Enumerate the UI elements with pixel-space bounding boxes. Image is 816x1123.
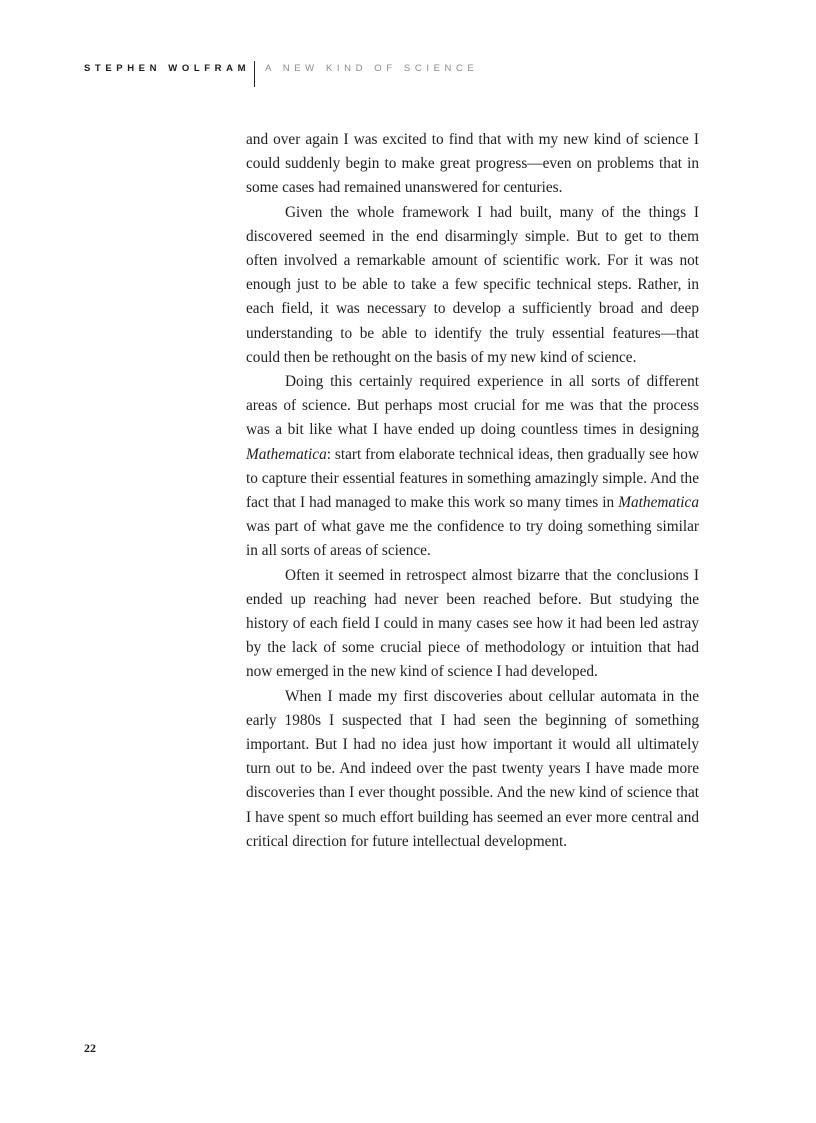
paragraph-4: Often it seemed in retrospect almost bizarre that the conclusions I ended up reaching had never been reached before. But studying the history of each field I could in many cases see how it had been led astray by the lack of some crucial piece of methodology or intuition that had now emerged in the new kind of science I had developed. [246,566,699,681]
paragraph-3-italic-title-1: Mathematica [246,445,327,463]
paragraph-1: and over again I was excited to find that with my new kind of science I could suddenly begin to make great progress—even on problems that in some cases had remained unanswered for centuries. [246,131,699,197]
running-head [84,63,478,93]
paragraph-2: Given the whole framework I had built, many of the things I discovered seemed in the end disarmingly simple. But to get to them often involved a remarkable amount of scientific work. For it was not enough just to be able to take a few specific technical steps. Rather, in each field, it was necessary to develop a sufficiently broad and deep understanding to be able to identify the truly essential features—that could then be rethought on the basis of my new kind of science. [246,203,699,366]
paragraph-3-part-c: was part of what gave me the confidence to try doing something similar in all sorts of areas of science. [246,518,699,560]
running-head-book-title: A NEW KIND OF SCIENCE [265,63,479,74]
paragraph-3-part-a: Doing this certainly required experience in all sorts of different areas of science. But perhaps most crucial for me was that the process was a bit like what I have ended up doing countless times in designing [246,373,699,439]
body-text [246,128,699,854]
paragraph-3-part-b: : start from elaborate technical ideas, then gradually see how to capture their essential features in something amazingly simple. And the fact that I had managed to make this work so many times in [246,445,699,512]
paragraph-3 [246,370,699,564]
running-head-author: STEPHEN WOLFRAM [84,63,251,74]
paragraph-5: When I made my first discoveries about cellular automata in the early 1980s I suspected that I had seen the beginning of something important. But I had no idea just how important it would all ultimately turn out to be. And indeed over the past twenty years I have made more discoveries than I ever thought possible. And the new kind of science that I have spent so much effort building has seemed an ever more central and critical direction for future intellectual development. [246,687,699,850]
page-number: 22 [84,1041,96,1055]
running-head-divider [254,61,255,87]
paragraph-3-italic-title-2: Mathematica [618,494,699,512]
